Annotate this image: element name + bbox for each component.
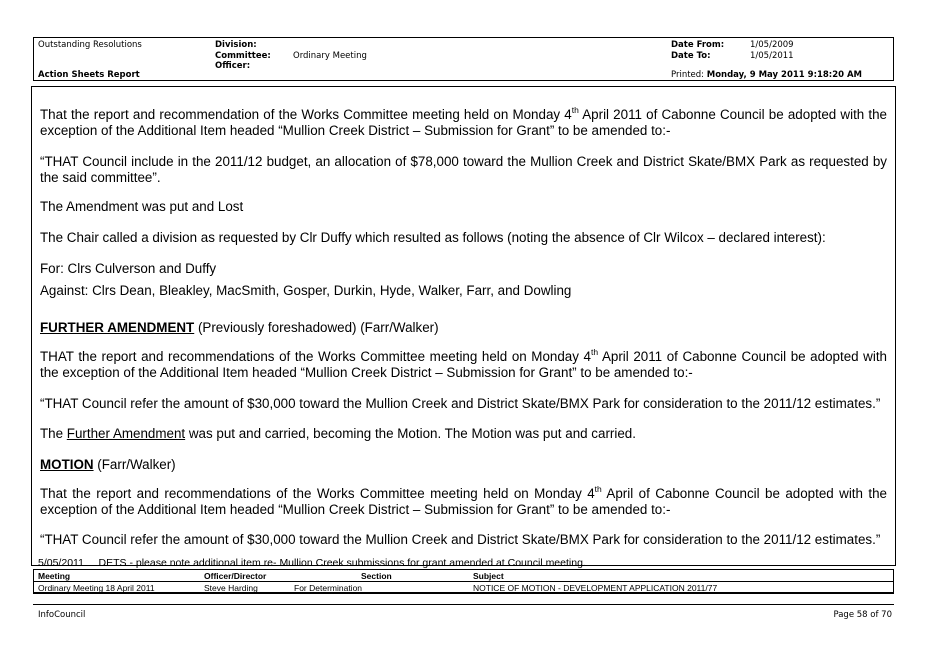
date-to-value: 1/05/2011 [750,51,794,61]
officer-label: Officer: [215,61,251,71]
meeting-table [33,569,894,594]
table-cell-meeting: Ordinary Meeting 18 April 2011 [38,583,155,593]
date-to-label: Date To: [671,51,711,61]
printed-label: Printed: [671,70,705,80]
paragraph-further-amendment: THAT the report and recommendations of the Works Committee meeting held on Monday 4th April 2011 of Cabonne Council be adopted with the exception of the Additional Item headed “Mullion Creek District – Submission for Grant” to be amended to:- [40,347,887,380]
printed-value: Monday, 9 May 2011 9:18:20 AM [706,70,863,80]
paragraph-amendment-result: The Amendment was put and Lost [40,199,244,214]
further-amendment-heading: FURTHER AMENDMENT [40,320,195,335]
paragraph-further-amendment-result: The Further Amendment was put and carried, becoming the Motion. The Motion was put and carried. [40,426,636,441]
paragraph-motion: That the report and recommendations of the Works Committee meeting held on Monday 4th April of Cabonne Council be adopted with the exception of the Additional Item headed “Mullion Creek District – Submission for Grant” to be amended to:- [40,484,887,517]
motion-heading-line: MOTION (Farr/Walker) [40,457,176,472]
report-title: Outstanding Resolutions [38,40,142,50]
printed-line [671,70,862,80]
table-divider [34,581,893,582]
paragraph-votes-for: For: Clrs Culverson and Duffy [40,261,217,276]
report-header [33,37,894,81]
footer-divider [33,604,894,605]
table-header-meeting: Meeting [38,571,71,581]
table-header-officer: Officer/Director [204,571,267,581]
paragraph-votes-against: Against: Clrs Dean, Bleakley, MacSmith, Gosper, Durkin, Hyde, Walker, Farr, and Dowling [40,283,572,298]
paragraph-original-motion: That the report and recommendation of the Works Committee meeting held on Monday 4th April 2011 of Cabonne Council be adopted with the exception of the Additional Item headed “Mullion Creek District – Submission for Grant” to be amended to:- [40,105,888,138]
table-header-section: Section [361,571,392,581]
table-cell-officer: Steve Harding [204,583,258,593]
table-cell-section: For Determination [294,583,363,593]
resolution-body [31,86,896,566]
further-amendment-heading-line: FURTHER AMENDMENT (Previously foreshadowed) (Farr/Walker) [40,320,439,335]
committee-value: Ordinary Meeting [293,51,367,61]
paragraph-division: The Chair called a division as requested by Clr Duffy which resulted as follows (noting the absence of Clr Wilcox – declared interest): [40,230,826,245]
report-type: Action Sheets Report [38,70,140,80]
paragraph-motion-text: “THAT Council refer the amount of $30,000 toward the Mullion Creek and District Skate/BMX Park for consideration to the 2011/12 estimates.” [40,532,881,547]
paragraph-amendment-text: “THAT Council include in the 2011/12 budget, an allocation of $78,000 toward the Mullion Creek and District Skate/BMX Park as requested by the said committee”. [40,154,887,185]
action-note: 5/05/2011 DETS - please note additional item re- Mullion Creek submissions for grant amended at Council meeting. [38,557,586,569]
table-header-subject: Subject [473,571,504,581]
motion-heading: MOTION [40,457,94,472]
footer-app-name: InfoCouncil [38,610,86,620]
date-from-value: 1/05/2009 [750,40,794,50]
date-from-label: Date From: [671,40,725,50]
committee-label: Committee: [215,51,271,61]
paragraph-further-amendment-text: “THAT Council refer the amount of $30,000 toward the Mullion Creek and District Skate/BMX Park for consideration to the 2011/12 estimates.” [40,396,881,411]
footer-page-number: Page 58 of 70 [833,610,892,620]
table-cell-subject: NOTICE OF MOTION - DEVELOPMENT APPLICATION 2011/77 [473,583,718,593]
division-label: Division: [215,40,257,50]
